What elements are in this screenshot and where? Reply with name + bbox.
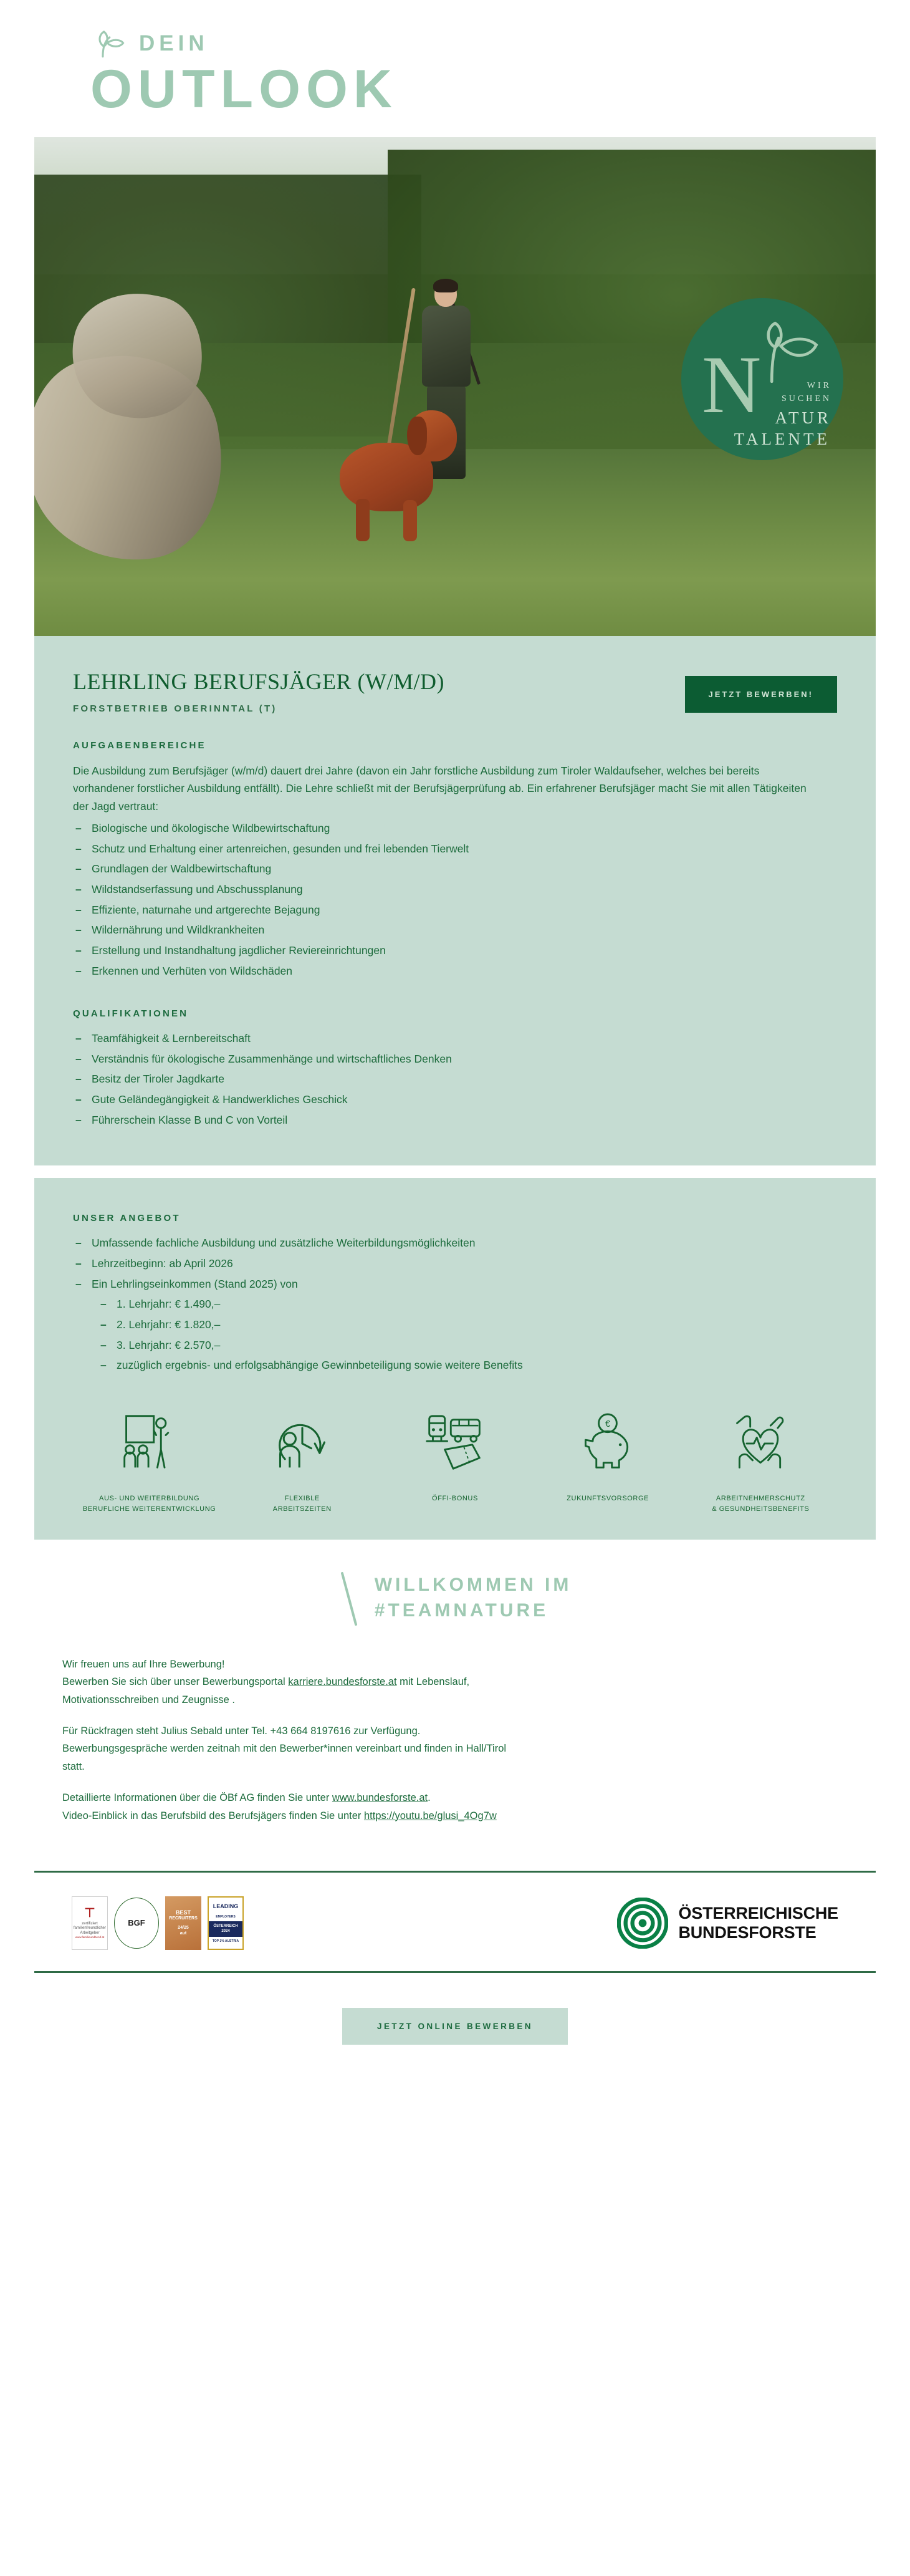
training-presentation-icon	[115, 1412, 184, 1472]
list-item: – Erkennen und Verhüten von Wildschäden	[73, 963, 837, 980]
list-item: – 1. Lehrjahr: € 1.490,–	[98, 1296, 837, 1313]
cert1-line3: Arbeitgeber	[80, 1931, 100, 1935]
natur-talente-badge	[681, 298, 843, 460]
benefit-label	[432, 1493, 478, 1504]
cert2-label: BGF	[128, 1918, 145, 1927]
info-line-pre: Detaillierte Informationen über die ÖBf AG finden Sie unter	[62, 1792, 332, 1804]
job-heading-block	[73, 668, 444, 714]
contact-section	[0, 1653, 910, 1863]
dog-ear	[407, 417, 427, 455]
logo-line-2: BUNDESFORSTE	[678, 1922, 817, 1942]
list-item: – Umfassende fachliche Ausbildung und zusätzliche Weiterbildungsmöglichkeiten	[73, 1235, 837, 1252]
qualifications-list	[73, 1030, 837, 1129]
offer-heading: UNSER ANGEBOT	[73, 1213, 181, 1224]
benefit-item	[229, 1412, 375, 1515]
benefit-label-line1: ZUKUNFTSVORSORGE	[567, 1494, 649, 1502]
list-item: – Erstellung und Instandhaltung jagdlicher Reviereinrichtungen	[73, 942, 837, 960]
job-location: FORSTBETRIEB OBERINNTAL (T)	[73, 703, 277, 714]
job-title-row	[73, 668, 837, 714]
benefit-item	[383, 1412, 528, 1504]
benefit-label-line2: & GESUNDHEITSBENEFITS	[712, 1505, 810, 1513]
tasks-heading: AUFGABENBEREICHE	[73, 740, 206, 751]
benefit-item	[535, 1412, 681, 1504]
cert1-line1: zertifiziert	[82, 1921, 98, 1926]
hero-image	[34, 137, 876, 636]
benefits-row	[34, 1394, 876, 1540]
list-item: – Gute Geländegängigkeit & Handwerkliches Geschick	[73, 1091, 837, 1109]
video-line-pre: Video-Einblick in das Berufsbild des Berufsjägers finden Sie unter	[62, 1810, 364, 1821]
welcome-line-1: WILLKOMMEN IM	[374, 1574, 572, 1595]
contact-interview-line-2: statt.	[62, 1760, 85, 1772]
benefit-label	[567, 1493, 649, 1504]
badge-line-natur: ATUR	[775, 408, 831, 427]
cert-leading-employers-badge	[208, 1896, 244, 1950]
list-item: – Effiziente, naturnahe und artgerechte Bejagung	[73, 902, 837, 919]
cert-best-recruiters-badge	[165, 1896, 201, 1950]
tasks-list	[73, 820, 837, 980]
benefit-item	[688, 1412, 833, 1515]
bundesforste-rings-logo	[617, 1898, 668, 1949]
piggy-bank-euro-icon	[573, 1412, 642, 1472]
contact-line-3: Motivationsschreiben und Zeugnisse .	[62, 1694, 235, 1705]
leaf-sprout-icon	[752, 319, 821, 387]
list-item: – Grundlagen der Waldbewirtschaftung	[73, 861, 837, 878]
welcome-line-2: #TEAMNATURE	[374, 1600, 549, 1621]
slash-decoration-icon	[338, 1572, 360, 1626]
benefit-label-line1: ARBEITNEHMERSCHUTZ	[716, 1494, 805, 1502]
bundesforste-logo	[617, 1898, 838, 1949]
badge-line-wir: WIR	[807, 381, 831, 390]
list-item: – 2. Lehrjahr: € 1.820,–	[98, 1316, 837, 1334]
cert3-line2: RECRUITERS	[169, 1916, 198, 1921]
contact-interview-line: Bewerbungsgespräche werden zeitnah mit den Bewerber*innen vereinbart und finden in Hall/Tirol	[62, 1743, 507, 1755]
apply-button-top[interactable]: JETZT BEWERBEN!	[685, 676, 838, 713]
benefit-label-line2: ARBEITSZEITEN	[272, 1505, 332, 1513]
cert3-line3: 24/25	[178, 1926, 189, 1931]
hero-dog-figure	[333, 405, 464, 543]
badge-line-talente: TALENTE	[734, 430, 830, 448]
benefit-label-line1: ÖFFI-BONUS	[432, 1494, 478, 1502]
offer-list	[73, 1235, 837, 1293]
brand-wordmark: OUTLOOK	[90, 59, 398, 119]
benefit-label	[273, 1493, 332, 1515]
bundesforste-website-link[interactable]: www.bundesforste.at	[332, 1792, 428, 1804]
list-item: – Verständnis für ökologische Zusammenhänge und wirtschaftliches Denken	[73, 1051, 837, 1068]
list-item: – Wildernährung und Wildkrankheiten	[73, 922, 837, 939]
dog-front-leg	[356, 499, 370, 541]
offer-panel	[34, 1178, 876, 1393]
list-item: – Führerschein Klasse B und C von Vorteil	[73, 1112, 837, 1129]
job-details-panel	[34, 636, 876, 1165]
qualifications-heading: QUALIFIKATIONEN	[73, 1008, 189, 1020]
contact-line-2-post: mit Lebenslauf,	[396, 1676, 470, 1688]
cert3-line4: aut	[180, 1931, 187, 1936]
dog-rear-leg	[403, 500, 417, 541]
list-item: – Biologische und ökologische Wildbewirtschaftung	[73, 820, 837, 837]
svg-text:€: €	[605, 1419, 611, 1429]
apply-online-button[interactable]: JETZT ONLINE BEWERBEN	[342, 2008, 568, 2045]
benefit-label	[83, 1493, 216, 1515]
cert1-line2: familienfreundlicher	[73, 1926, 107, 1931]
list-item: – Lehrzeitbeginn: ab April 2026	[73, 1255, 837, 1273]
list-item: – Teamfähigkeit & Lernbereitschaft	[73, 1030, 837, 1048]
bundesforste-wordmark	[678, 1904, 838, 1942]
welcome-section	[0, 1540, 910, 1653]
info-line-post: .	[428, 1792, 431, 1804]
hunter-torso	[422, 306, 471, 387]
youtube-video-link[interactable]: https://youtu.be/glusi_4Og7w	[363, 1810, 497, 1821]
cert4-line3: ÖSTERREICH 2024	[209, 1921, 242, 1937]
list-item: – Schutz und Erhaltung einer artenreichen, gesunden und frei lebenden Tierwelt	[73, 841, 837, 858]
certification-logos	[72, 1896, 244, 1950]
hunter-hair	[433, 279, 458, 292]
list-item: – Wildstandserfassung und Abschussplanung	[73, 881, 837, 899]
list-item: – Besitz der Tiroler Jagdkarte	[73, 1071, 837, 1088]
cert-bgf-badge	[114, 1898, 159, 1949]
tasks-intro: Die Ausbildung zum Berufsjäger (w/m/d) dauert drei Jahre (davon ein Jahr forstliche Ausbildung zum Tiroler Waldaufseher, welches bei bereits vorhandener forstlicher Ausbildung entfällt). Die Lehre schließt mit der Berufsjägerprüfung ab. Ein erfahrener Berufsjäger macht Sie mit allen Tätigkeiten der Jagd vertraut:	[73, 765, 807, 813]
cert-family-friendly-badge: ⊤ zertifiziert familienfreundlicher Arbeitgeber www.familieundberuf.at	[72, 1896, 108, 1950]
cert4-line4: TOP 1% AUSTRIA	[209, 1937, 242, 1946]
sprout-icon	[90, 25, 127, 61]
badge-text-block	[775, 381, 831, 428]
heart-hands-health-icon	[726, 1412, 795, 1472]
cert1-line4: www.familieundberuf.at	[75, 1936, 105, 1939]
public-transport-ticket-icon	[421, 1412, 489, 1472]
benefit-label-line1: AUS- UND WEITERBILDUNG	[99, 1494, 200, 1502]
brand-kicker: DEIN	[139, 31, 209, 55]
benefit-label-line2: BERUFLICHE WEITERENTWICKLUNG	[82, 1505, 216, 1513]
contact-paragraph-2	[62, 1722, 848, 1775]
contact-phone-line: Für Rückfragen steht Julius Sebald unter Tel. +43 664 8197616 zur Verfügung.	[62, 1725, 421, 1737]
brand-lockup	[90, 25, 910, 61]
cert4-line2: EMPLOYERS	[209, 1913, 242, 1921]
logo-line-1: ÖSTERREICHISCHE	[678, 1903, 838, 1922]
list-item: – 3. Lehrjahr: € 2.570,–	[98, 1337, 837, 1354]
page-title: LEHRLING BERUFSJÄGER (W/M/D)	[73, 669, 444, 694]
list-item: – zuzüglich ergebnis- und erfolgsabhängige Gewinnbeteiligung sowie weitere Benefits	[98, 1357, 837, 1374]
page-footer	[34, 1873, 876, 1971]
contact-line-1: Wir freuen uns auf Ihre Bewerbung!	[62, 1658, 225, 1670]
benefit-label	[712, 1493, 809, 1515]
benefit-item	[77, 1412, 222, 1515]
clock-person-icon	[268, 1412, 337, 1472]
page-header	[0, 0, 910, 130]
badge-inner	[691, 307, 834, 451]
contact-paragraph-3	[62, 1789, 848, 1825]
welcome-text	[375, 1572, 572, 1626]
welcome-inner	[338, 1572, 572, 1626]
cert3-line1: BEST	[175, 1909, 191, 1916]
list-item: – Ein Lehrlingseinkommen (Stand 2025) von	[73, 1276, 837, 1293]
cert4-line1: LEADING	[209, 1901, 242, 1913]
careers-portal-link[interactable]: karriere.bundesforste.at	[288, 1676, 397, 1688]
badge-line-suchen: SUCHEN	[781, 394, 831, 403]
badge-letter-n: N	[702, 339, 762, 430]
contact-paragraph-1	[62, 1656, 848, 1709]
benefit-label-line1: FLEXIBLE	[284, 1494, 320, 1502]
offer-salary-list	[98, 1296, 837, 1374]
contact-line-2-pre: Bewerben Sie sich über unser Bewerbungsportal	[62, 1676, 289, 1688]
bottom-cta-section	[0, 1973, 910, 2088]
